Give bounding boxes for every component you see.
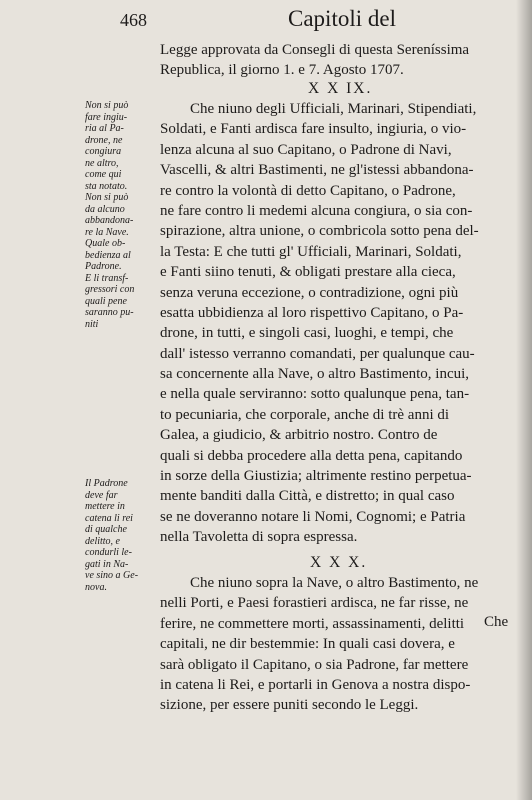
margin-note-line: Non si può: [85, 100, 129, 111]
text-line: in catena li Rei, e portarli in Genova a nostra dispo-: [160, 676, 471, 693]
margin-note-line: gati in Na-: [85, 558, 129, 570]
text-line: re contro la volontà di detto Capitano, o Padrone,: [160, 182, 456, 199]
article-29-text: [160, 99, 528, 548]
margin-note-line: fare ingiu-: [85, 111, 128, 123]
margin-note-line: congiura: [85, 146, 122, 157]
margin-note-group-2: [85, 478, 157, 593]
margin-note-line: ria al Pa-: [85, 123, 124, 134]
margin-note-line: Quale ob-: [85, 238, 126, 249]
margin-note-line: mettere in: [85, 501, 125, 512]
text-line: sa concernente alla Nave, o altro Bastimento, incui,: [160, 366, 470, 383]
margin-note-line: Non si può: [85, 192, 129, 203]
margin-note-line: condurli le-: [85, 547, 132, 558]
margin-note-line: Padrone.: [85, 261, 122, 272]
margin-note-line: gressori con: [85, 284, 135, 295]
margin-note-line: bedienza al: [85, 249, 131, 261]
intro-paragraph: [160, 40, 528, 81]
text-line: in sorze della Giustizia; altrimente restino perpetua-: [160, 468, 472, 485]
margin-note-line: deve far: [85, 489, 118, 501]
text-line: mente banditi dalla Città, e distretto; in qual caso: [160, 488, 455, 505]
text-line: sizione, per essere puniti secondo le Leggi.: [160, 697, 419, 714]
text-line: Republica, il giorno 1. e 7. Agosto 1707.: [160, 62, 404, 79]
text-line: Galea, a giudicio, & arbitrio nostro. Contro de: [160, 427, 438, 444]
article-heading-30: X X X.: [310, 554, 368, 571]
article-30-text: [160, 573, 528, 716]
text-line: nella Tavoletta di sopra espressa.: [160, 529, 358, 546]
article-heading-29: X X IX.: [308, 80, 373, 97]
margin-note-line: nova.: [85, 581, 107, 593]
margin-note-line: ve sino a Ge-: [85, 570, 139, 581]
margin-note-line: drone, ne: [85, 134, 123, 146]
text-line: spirazione, altra unione, o combricola sotto pena del-: [160, 223, 479, 240]
text-line: nelli Porti, e Paesi forastieri ardisca, ne far risse, ne: [160, 595, 469, 612]
text-line: dall' istesso verranno comandati, per qualunque cau-: [160, 345, 475, 362]
margin-note-line: E li transf-: [85, 272, 129, 284]
text-line: e Fanti siino tenuti, & obligati prestare alla cieca,: [160, 264, 456, 281]
page-number: 468: [120, 10, 147, 30]
margin-note-group-1: [85, 100, 157, 330]
text-line: ne fare contro li medemi alcuna congiura, o sia con-: [160, 202, 473, 219]
text-line: quali si debba procedere alla detta pena, capitando: [160, 447, 463, 464]
running-title: Capitoli del: [288, 6, 396, 31]
text-line: Vascelli, & altri Bastimenti, ne gl'istessi abbandona-: [160, 162, 474, 179]
text-line: esatta ubbidienza al loro rispettivo Capitano, o Pa-: [160, 304, 464, 321]
margin-note-line: quali pene: [85, 295, 127, 307]
text-line: Che niuno degli Ufficiali, Marinari, Stipendiati,: [190, 101, 477, 117]
text-line: sarà obligato il Capitano, o sia Padrone, far mettere: [160, 656, 469, 673]
text-line: la Testa: E che tutti gl' Ufficiali, Marinari, Soldati,: [160, 243, 462, 260]
text-line: Che niuno sopra la Nave, o altro Bastimento, ne: [190, 575, 479, 591]
text-line: to pecuniaria, che corporale, anche di trè anni di: [160, 406, 450, 423]
text-line: e nella quale serviranno: sotto qualunque pena, tan-: [160, 386, 470, 403]
margin-note-line: sta notato.: [85, 180, 128, 192]
margin-note-line: abbandona-: [85, 215, 134, 226]
margin-note-line: re la Nave.: [85, 226, 129, 238]
text-line: Legge approvata da Consegli di questa Sereníssima: [160, 42, 470, 58]
text-line: se ne doveranno notare li Nomi, Cognomi; e Patria: [160, 508, 466, 525]
text-line: drone, in tutti, e singoli casi, luoghi, e tempi, che: [160, 325, 454, 342]
text-line: lenza alcuna al suo Capitano, o Padrone di Navi,: [160, 141, 452, 158]
text-line: Soldati, e Fanti ardisca fare insulto, ingiuria, o vio-: [160, 121, 467, 138]
text-line: ferire, ne commettere morti, assassinamenti, delitti: [160, 615, 465, 632]
text-line: senza veruna eccezione, o contradizione, ogni più: [160, 284, 459, 301]
margin-note-line: Il Padrone: [85, 478, 128, 489]
margin-note-line: delitto, e: [85, 535, 120, 547]
margin-note-line: niti: [85, 318, 99, 330]
margin-note-line: di qualche: [85, 524, 127, 535]
margin-note-line: ne altro,: [85, 157, 119, 169]
margin-note-line: come qui: [85, 169, 122, 180]
text-line: capitali, ne dir bestemmie: In quali casi dovera, e: [160, 636, 455, 653]
catchword: Che: [484, 614, 509, 630]
margin-note-line: saranno pu-: [85, 307, 134, 318]
margin-note-line: da alcuno: [85, 203, 125, 215]
margin-note-line: catena li rei: [85, 512, 133, 524]
